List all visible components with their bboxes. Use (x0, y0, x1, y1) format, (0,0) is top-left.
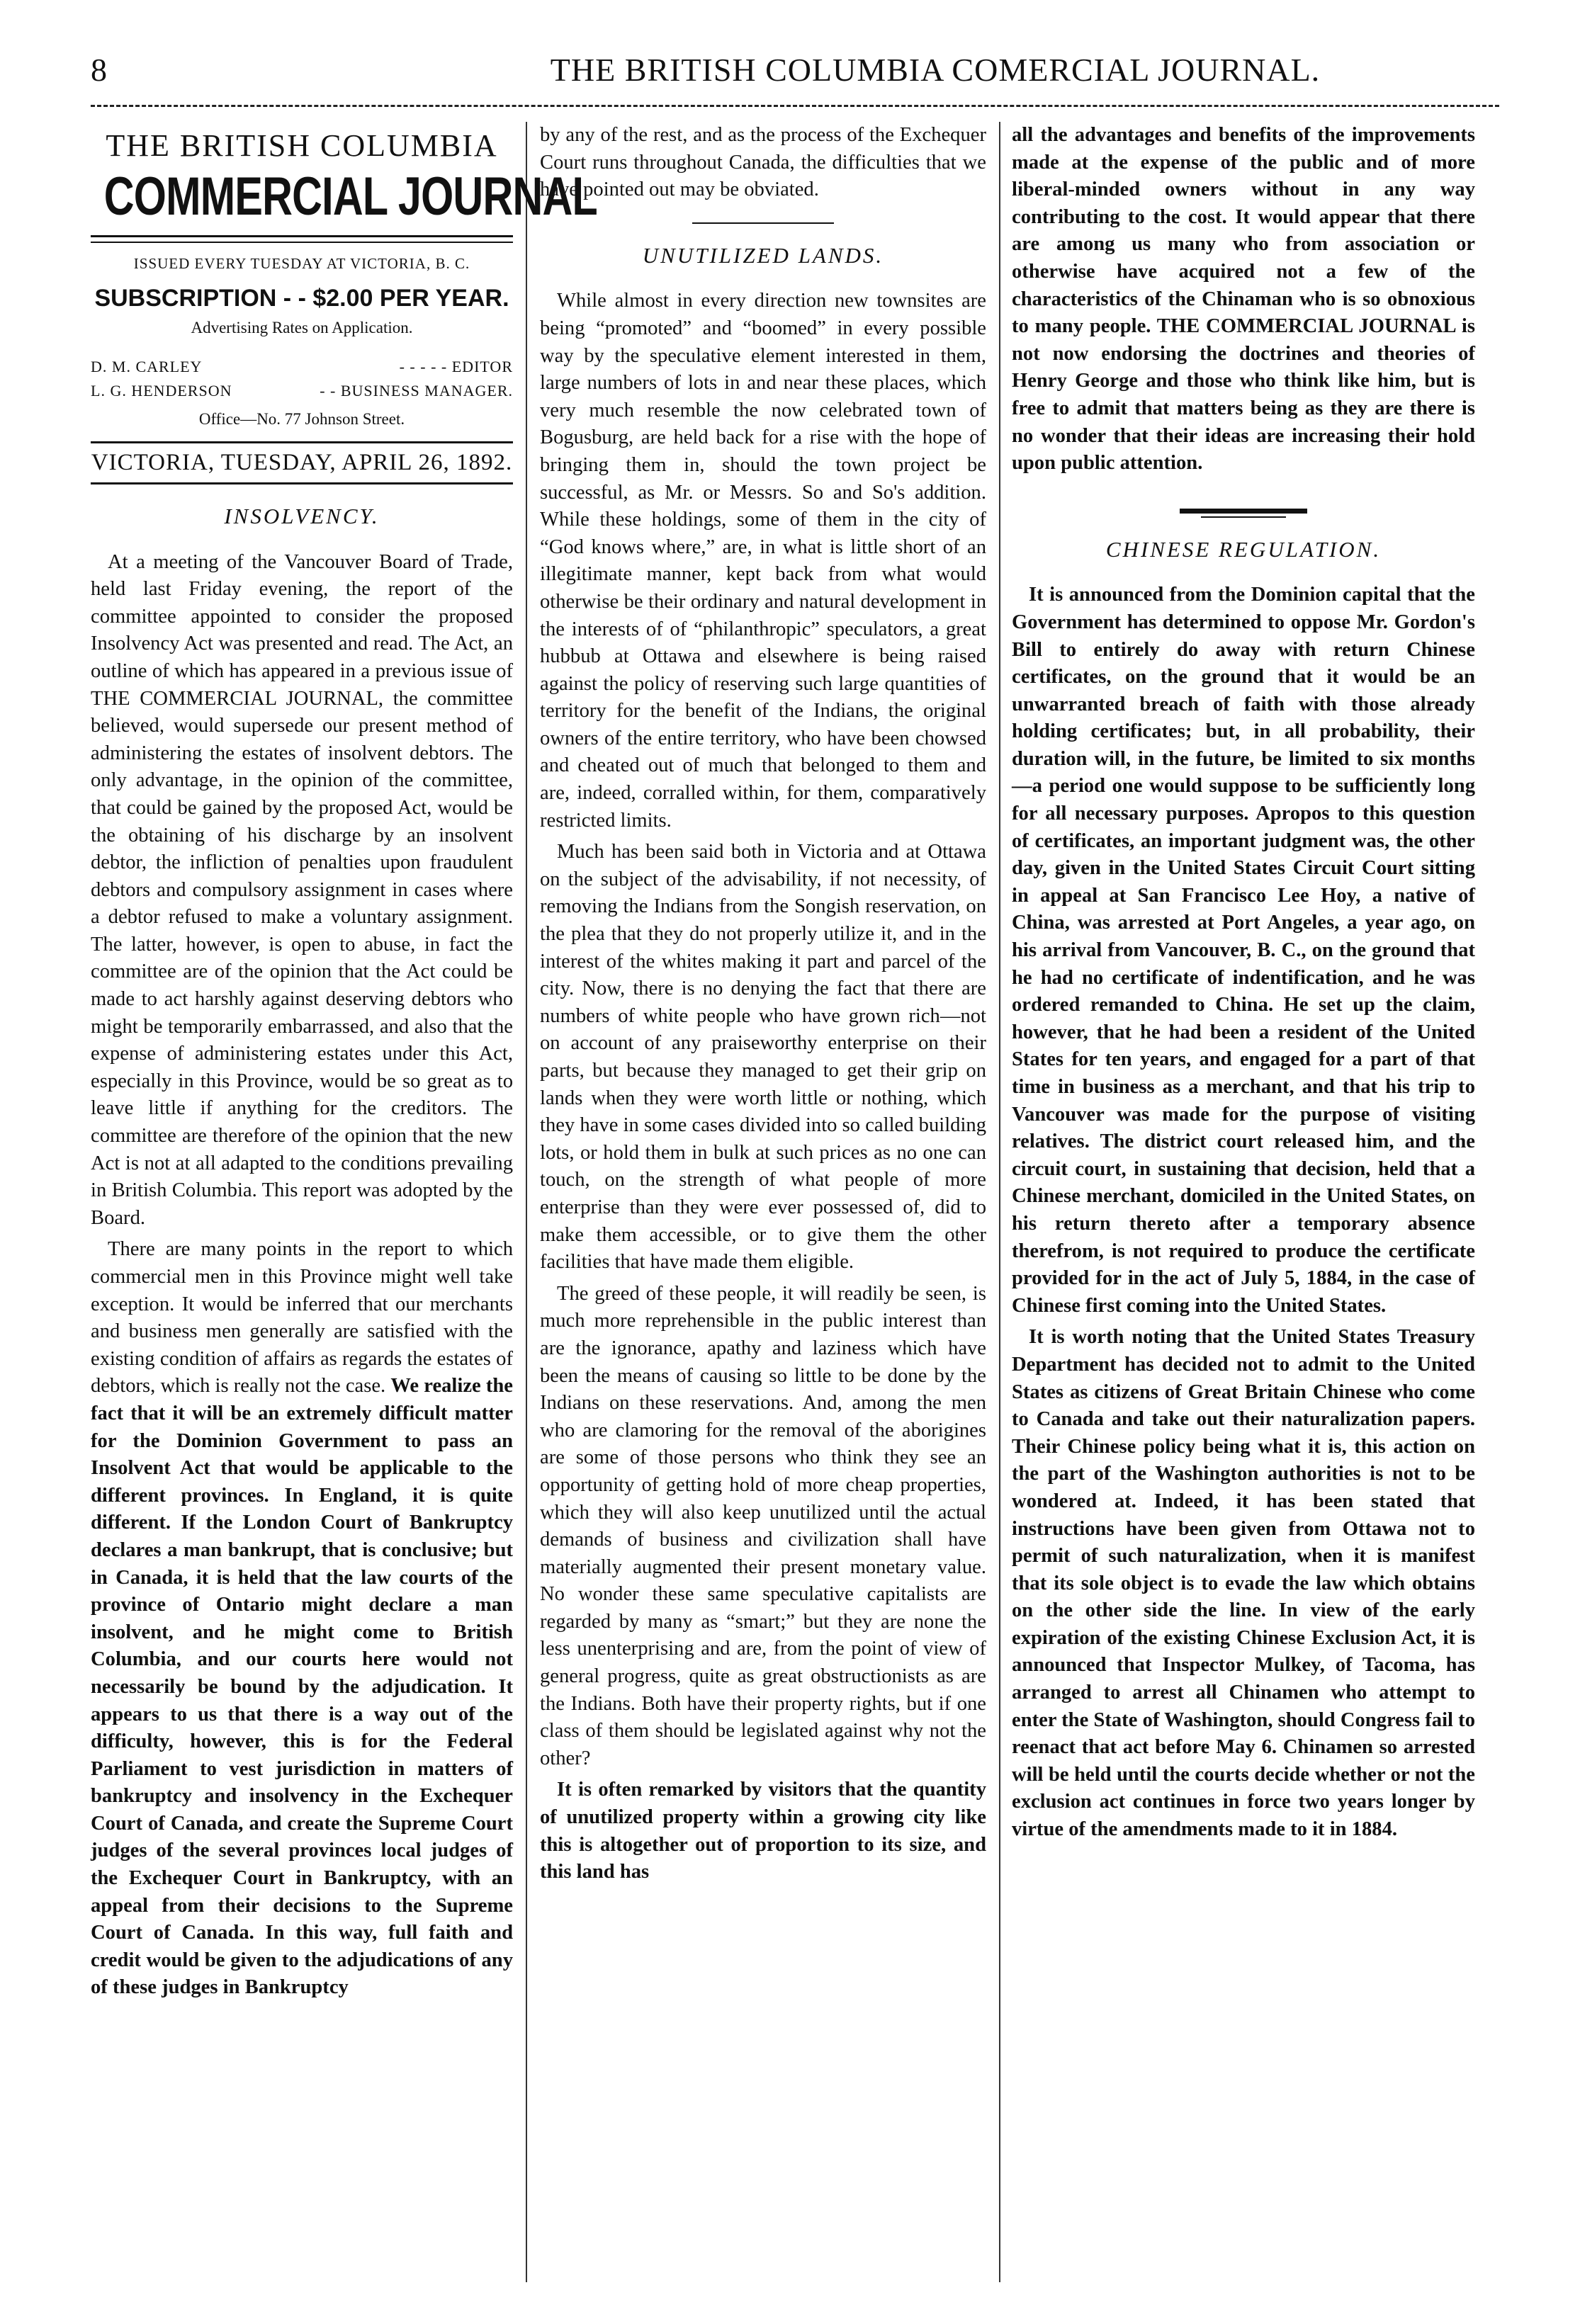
insolvency-paragraph-2-plain: There are many points in the report to which commercial men in this Province might well take exception. It would be inferred that our merchants and business men generally are satisfied with the existing condition of affairs as regards the estates of debtors, which is really not the case. (91, 1238, 513, 1398)
header-rule (91, 105, 1499, 107)
column-divider-2 (999, 122, 1000, 2282)
editor-name: D. M. CARLEY (91, 357, 203, 375)
chinese-paragraph-2: It is worth noting that the United States Treasury Department has decided not to admit to the United States as citizens of Great Britain Chinese who come to Canada and take out their naturalization papers. Their Chinese policy being what it is, this action on the part of the Washington authorities is not to be wondered at. Indeed, it has been stated that instructions have been given from Ottawa not to permit of such naturalization, when it is manifest that its sole object is to evade the law which obtains on the other side the line. In view of the early expiration of the existing Chinese Exclusion Act, it is announced that Inspector Mulkey, of Tacoma, has arranged to arrest all Chinamen who attempt to enter the State of Washington, should Congress fail to reenact that act before May 6. Chinamen so arrested will be held until the courts decide whether or not the exclusion act continues in force two years longer by virtue of the amendments made to it in 1884. (1012, 1326, 1475, 1841)
running-head (0, 51, 1580, 101)
column-1 (91, 122, 597, 2282)
section-ornament (1180, 509, 1307, 518)
page-number: 8 (91, 52, 108, 88)
section-rule (692, 222, 834, 224)
unutilized-continuation: all the advantages and benefits of the improvements made at the expense of the public and of more liberal-minded owners without in any way contributing to the cost. It would appear that there are among us many who from association or otherwise have acquired not a few of the characteristics of the Chinaman who is so obnoxious to many people. THE COMMERCIAL JOURNAL is not now endorsing the doctrines and theories of Henry George and those who think like him, but is free to admit that matters being as they are there is no wonder that their ideas are increasing their hold upon public attention. (1012, 124, 1475, 475)
chinese-paragraph-1: It is announced from the Dominion capital that the Government has determined to oppose Mr. Gordon's Bill to entirely do away with return Chinese certificates, on the ground that it would be an unwarranted breach of faith with those already holding certificates; but, in all probability, their duration will, in the future, be limited to six months—a period one would suppose to be sufficiently long for all necessary purposes. Apropos to this question of certificates, an important judgment was, the other day, given in the United States Circuit Court sitting in appeal at San Francisco Lee Hoy, a native of China, was arrested at Port Angeles, a year ago, on his arrival from Vancouver, B. C., on the ground that he had no certificate of indentification, and he was ordered remanded to China. He set up the claim, however, that he had been a resident of the United States for ten years, and engaged for a part of that time in business as a merchant, and that his trip to Vancouver was made for the purpose of visiting relatives. The district court released him, and the circuit court, in sustaining that decision, held that a Chinese merchant, domiciled in the United States, on his return thereto after a temporary absence therefrom, is not required to produce the certificate provided for in the act of July 5, 1884, in the case of Chinese first coming into the United States. (1012, 584, 1475, 1317)
insolvency-paragraph-2-bold: We realize the fact that it will be an extremely difficult matter for the Dominion Government to pass an Insolvent Act that would be applicable to the different provinces. In England, it is quite different. If the London Court of Bankruptcy declares a man bankrupt, that is conclusive; but in Canada, it is held that the law courts of the province of Ontario might declare a man insolvent, and he might come to British Columbia, and our courts here would not necessarily be bound by the adjudication. It appears to us that there is a way out of the difficulty, however, this is for the Federal Parliament to vest jurisdiction in matters of bankruptcy and insolvency in the Exchequer Court of Canada, and create the Supreme Court judges of the several provinces local judges of the Exchequer Court in Bankruptcy, with an appeal from their decisions to the Supreme Court of Canada. In this way, full faith and credit would be given to the adjudications of any of these judges in Bankruptcy (91, 1375, 513, 1999)
editor-line (91, 355, 513, 379)
unutilized-paragraph-4: It is often remarked by visitors that the quantity of unutilized property within a growing city like this is altogether out of proportion to its size, and this land has (540, 1779, 986, 1883)
column-3 (1012, 122, 1475, 2282)
masthead-office: Office—No. 77 Johnson Street. (198, 409, 405, 428)
insolvency-paragraph-1: At a meeting of the Vancouver Board of Trade, held last Friday evening, the report of the committee appointed to consider the proposed Insolvency Act was presented and read. The Act, an outline of which has appeared in a previous issue of THE COMMERCIAL JOURNAL, the committee believed, would supersede our present method of administering the estates of insolvent debtors. The only advantage, in the opinion of the committee, that could be gained by the proposed Act, would be the obtaining of his discharge by an insolvent debtor, the infliction of penalties upon fraudulent debtors and compulsory assignment in cases where a debtor refused to make a voluntary assignment. The latter, however, is open to abuse, in fact the committee are of the opinion that the Act could be made to act harshly against deserving debtors who might be temporarily embarrassed, and also that the expense of administering estates under this Act, especially in this Province, would be so great as to leave little if anything for the creditors. The committee are therefore of the opinion that the new Act is not at all adapted to the conditions prevailing in British Columbia. This report was adopted by the Board. (91, 550, 513, 1229)
running-head-title: THE BRITISH COLUMBIA COMERCIAL JOURNAL. (550, 52, 1321, 88)
insolvency-continuation: by any of the rest, and as the process of the Exchequer Court runs throughout Canada, the difficulties that we have pointed out may be obviated. (540, 124, 986, 201)
masthead-title-line1: THE BRITISH COLUMBIA (106, 128, 498, 163)
manager-name: L. G. HENDERSON (91, 381, 232, 399)
masthead-rule (91, 235, 513, 243)
masthead-issued: ISSUED EVERY TUESDAY AT VICTORIA, B. C. (133, 255, 470, 272)
masthead-title-line2: COMMERCIAL JOURNAL (103, 166, 597, 227)
masthead (91, 127, 597, 484)
chinese-regulation-heading: CHINESE REGULATION. (1105, 536, 1382, 562)
masthead-advertising: Advertising Rates on Application. (191, 319, 413, 337)
insolvency-heading: INSOLVENCY. (224, 503, 380, 528)
unutilized-paragraph-2: Much has been said both in Victoria and at Ottawa on the subject of the advisability, if not necessity, of removing the Indians from the Songish reservation, on the plea that they do not properly utilize it, and in the interest of the whites making it part and parcel of the city. Now, there is no denying the fact that there are numbers of white people who have grown rich—not on account of any praiseworthy enterprise on their parts, but because they managed to get their grip on lands when they were worth little or nothing, which they have in some cases divided into so called building lots, or hold them in bulk at such prices as no one can touch, on the strength of what people of more enterprise than they were ever possessed of, did to make them accessible, or to give them the other facilities that have made them eligible. (540, 841, 986, 1274)
column-2 (540, 122, 986, 2282)
column-divider-1 (526, 122, 527, 2282)
unutilized-paragraph-1: While almost in every direction new townsites are being “promoted” and “boomed” in every possible way by the speculative element interested in them, large numbers of lots in and near these places, which very much resemble the now celebrated town of Bogusburg, are held back for a rise with the hope of bringing them in, should the town project be successful, as Mr. or Messrs. So and So's addition. While these holdings, some of them in the city of “God knows where,” are, in what is little short of an illegitimate manner, kept back from what would otherwise be their ordinary and natural development in the interests of of “philanthropic” speculators, a great hubbub at Ottawa and elsewhere is being raised against the policy of reserving such large quantities of territory for the benefit of the Indians, the original owners of the entire territory, who have been chowsed and cheated out of much that belonged to them and are, indeed, corralled within, for them, comparatively restricted limits. (540, 290, 986, 832)
masthead-subscription: SUBSCRIPTION - - $2.00 PER YEAR. (94, 284, 509, 312)
dateline: VICTORIA, TUESDAY, APRIL 26, 1892. (91, 441, 513, 484)
insolvency-paragraph-2 (91, 1236, 513, 2002)
manager-line (91, 379, 513, 403)
editor-role: - - - - - EDITOR (399, 357, 513, 375)
manager-role: - - BUSINESS MANAGER. (320, 381, 513, 399)
unutilized-paragraph-3: The greed of these people, it will readily be seen, is much more reprehensible in the public interest than are the ignorance, apathy and laziness which have been the means of causing so little to be done by the Indians on these reservations. And, among the men who are clamoring for the removal of the aborigines are some of those persons who think they see an opportunity of getting hold of more cheap properties, which they will also keep unutilized until the actual demands of business and civilization shall have materially augmented their present monetary value. No wonder these same speculative capitalists are regarded by many as “smart;” but they are none the less unenterprising and are, from the point of view of general progress, quite as great obstructionists as are the Indians. Both have their property rights, but if one class of them should be legislated against why not the other? (540, 1282, 986, 1769)
unutilized-lands-heading: UNUTILIZED LANDS. (642, 242, 884, 268)
